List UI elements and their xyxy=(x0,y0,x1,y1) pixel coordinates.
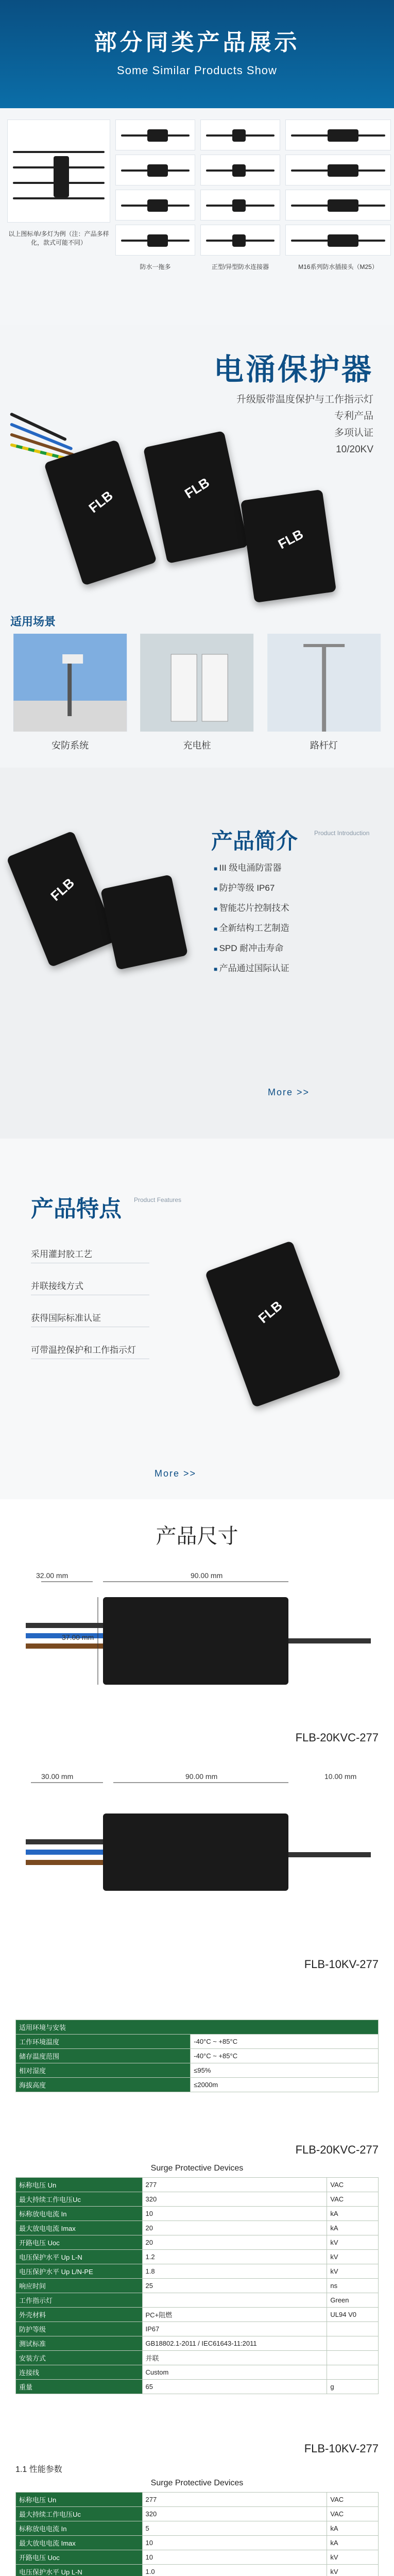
spec-table-2 xyxy=(15,2492,379,2576)
dimension-drawing-bottom xyxy=(21,1772,376,1942)
spec-key: 开路电压 Uoc xyxy=(16,2550,143,2565)
spec-key: 安装方式 xyxy=(16,2351,143,2365)
apps-title: 适用场景 xyxy=(10,615,56,628)
spec-row xyxy=(16,2250,379,2264)
spec-row xyxy=(16,2279,379,2293)
intro-list xyxy=(214,860,289,981)
spec-table-1-title: Surge Protective Devices xyxy=(150,2164,244,2173)
spec-value: 25 xyxy=(142,2279,327,2293)
app-card-charging xyxy=(137,634,256,752)
charging-scene-image xyxy=(137,634,256,732)
spec-value: Custom xyxy=(142,2365,327,2380)
product-image xyxy=(6,831,117,968)
spec-key: 开路电压 Uoc xyxy=(16,2235,143,2250)
spec-value: 320 xyxy=(142,2507,327,2521)
feature-item: 采用灌封胶工艺 xyxy=(31,1247,149,1263)
feature-item: 可带温控保护和工作指示灯 xyxy=(31,1343,149,1359)
intro-item: ■ 产品通过国际认证 xyxy=(214,961,289,974)
similar-product-image xyxy=(115,120,195,150)
dimension-label: 32.00 mm xyxy=(36,1571,68,1580)
spec-key: 工作指示灯 xyxy=(16,2293,143,2308)
spec-unit xyxy=(327,2365,379,2380)
similar-product-image xyxy=(115,155,195,185)
spec-key: 电压保护水平 Up L/N-PE xyxy=(16,2264,143,2279)
spec-table-2-title: Surge Protective Devices xyxy=(150,2479,244,2487)
env-key: 海拔高度 xyxy=(16,2078,191,2092)
env-key: 储存温度范围 xyxy=(16,2049,191,2063)
spec-key: 外壳材料 xyxy=(16,2308,143,2322)
hero-subtitle xyxy=(236,392,373,458)
dimensions-section xyxy=(0,1499,394,2014)
env-value: -40°C ~ +85°C xyxy=(191,2049,379,2063)
security-scene-image xyxy=(10,634,130,732)
similar-product-image xyxy=(200,190,280,221)
model-bottom: FLB-10KV-277 xyxy=(304,1958,379,1971)
dimension-label: 90.00 mm xyxy=(185,1772,218,1781)
spec-value: IP67 xyxy=(142,2322,327,2336)
spec-value: 65 xyxy=(142,2380,327,2394)
app-caption: 充电桩 xyxy=(183,740,211,751)
intro-item: ■ 智能芯片控制技术 xyxy=(214,901,289,913)
brand-label: FLB xyxy=(47,874,78,904)
similar-products-grid xyxy=(0,108,394,325)
spec-value: 10 xyxy=(142,2207,327,2221)
similar-product-image xyxy=(285,120,391,150)
env-key: 相对湿度 xyxy=(16,2063,191,2078)
spec-value: 5 xyxy=(142,2521,327,2536)
spec-table-2-block xyxy=(15,2463,379,2576)
spec-value xyxy=(142,2293,327,2308)
env-value: ≤2000m xyxy=(191,2078,379,2092)
spec-unit: kV xyxy=(327,2250,379,2264)
spec-unit xyxy=(327,2322,379,2336)
env-value: -40°C ~ +85°C xyxy=(191,2035,379,2049)
spec-row xyxy=(16,2178,379,2192)
spec-key: 电压保护水平 Up L-N xyxy=(16,2565,143,2576)
hero-subtitle-line: 10/20KV xyxy=(336,444,373,455)
feature-item: 获得国际标准认证 xyxy=(31,1311,149,1327)
intro-more-link[interactable]: More >> xyxy=(268,1087,310,1097)
product-image xyxy=(205,1241,341,1408)
spec-unit: kA xyxy=(327,2536,379,2550)
spec-value: 并联 xyxy=(142,2351,327,2365)
header-title-cn: 部分同类产品展示 xyxy=(94,30,300,55)
spec-value: 20 xyxy=(142,2221,327,2235)
spec-row xyxy=(16,2264,379,2279)
spec-row xyxy=(16,2493,379,2507)
spec-unit: ns xyxy=(327,2279,379,2293)
intro-title-en: Product Introduction xyxy=(314,829,370,837)
spec-value: 10 xyxy=(142,2536,327,2550)
hero-subtitle-line: 多项认证 xyxy=(334,427,373,438)
spec-value: 1.2 xyxy=(142,2250,327,2264)
spec-unit: VAC xyxy=(327,2507,379,2521)
similar-col-3 xyxy=(200,120,280,272)
apps-row xyxy=(10,634,384,752)
spec-value: 277 xyxy=(142,2178,327,2192)
spec-unit: kV xyxy=(327,2264,379,2279)
spec-unit: kV xyxy=(327,2550,379,2565)
similar-product-image xyxy=(200,120,280,150)
spec-value: PC+阻燃 xyxy=(142,2308,327,2322)
spec-key: 最大放电电流 Imax xyxy=(16,2536,143,2550)
spec-key: 响应时间 xyxy=(16,2279,143,2293)
app-caption: 安防系统 xyxy=(52,740,89,751)
spec-row xyxy=(16,2221,379,2235)
spec-unit: kA xyxy=(327,2521,379,2536)
spec-row xyxy=(16,2308,379,2322)
similar-caption-2: 防水一拖多 xyxy=(140,263,171,270)
surge-protector-hero xyxy=(0,325,394,768)
spec-key: 防护等级 xyxy=(16,2322,143,2336)
spec-unit: VAC xyxy=(327,2192,379,2207)
spec-unit: VAC xyxy=(327,2493,379,2507)
dimension-drawing-top xyxy=(21,1561,376,1726)
spec-unit: kA xyxy=(327,2221,379,2235)
similar-caption-3: 正型/异型防水连接器 xyxy=(211,263,269,270)
product-image xyxy=(143,431,248,564)
product-features-section xyxy=(0,1139,394,1499)
brand-label: FLB xyxy=(85,487,116,516)
spec-table-1 xyxy=(15,2177,379,2394)
spec-row xyxy=(16,2536,379,2550)
product-intro-section xyxy=(0,768,394,1139)
header-title-en: Some Similar Products Show xyxy=(117,64,277,77)
spec-key: 连接线 xyxy=(16,2365,143,2380)
hero-subtitle-line: 升级版带温度保护与工作指示灯 xyxy=(236,394,373,405)
spec-row xyxy=(16,2235,379,2250)
dimension-label: 90.00 mm xyxy=(191,1571,223,1580)
spec-key: 电压保护水平 Up L-N xyxy=(16,2250,143,2264)
spec-row xyxy=(16,2351,379,2365)
spec-section xyxy=(0,2014,394,2576)
env-key: 工作环境温度 xyxy=(16,2035,191,2049)
hero-subtitle-line: 专利产品 xyxy=(334,411,373,422)
spec-row xyxy=(16,2293,379,2308)
spec-model-2: FLB-10KV-277 xyxy=(304,2442,379,2455)
features-title-en: Product Features xyxy=(134,1196,182,1204)
env-table xyxy=(15,2020,379,2092)
app-caption: 路杆灯 xyxy=(310,740,338,751)
product-image xyxy=(241,489,336,603)
similar-product-image xyxy=(7,120,110,223)
spec-value: 20 xyxy=(142,2235,327,2250)
spec-value: 320 xyxy=(142,2192,327,2207)
brand-label: FLB xyxy=(255,1297,286,1326)
dimension-label: 37.00 mm xyxy=(62,1633,94,1641)
spec-unit: UL94 V0 xyxy=(327,2308,379,2322)
spec-row xyxy=(16,2192,379,2207)
similar-caption-1: 以上图标单/多灯为例（注：产品多样化，款式可能不同） xyxy=(8,230,109,246)
intro-item: ■ SPD 耐冲击寿命 xyxy=(214,941,289,954)
streetlight-scene-image xyxy=(264,634,384,732)
spec-row xyxy=(16,2380,379,2394)
brand-label: FLB xyxy=(275,526,306,552)
spec-row xyxy=(16,2550,379,2565)
similar-col-4 xyxy=(285,120,391,272)
similar-caption-4: M16系列防水插接头（M25） xyxy=(298,263,378,270)
spec-key: 最大持续工作电压Uc xyxy=(16,2507,143,2521)
spec-table-2-heading: 1.1 性能参数 xyxy=(15,2465,62,2474)
spec-table-1-block xyxy=(15,2164,379,2394)
env-value: ≤95% xyxy=(191,2063,379,2078)
features-more-link[interactable]: More >> xyxy=(155,1468,197,1479)
spec-value: GB18802.1-2011 / IEC61643-11:2011 xyxy=(142,2336,327,2351)
spec-model-1: FLB-20KVC-277 xyxy=(295,2143,379,2156)
spec-key: 最大持续工作电压Uc xyxy=(16,2192,143,2207)
app-card-streetlight xyxy=(264,634,384,752)
spec-unit: kV xyxy=(327,2565,379,2576)
spec-row xyxy=(16,2521,379,2536)
env-table-title: 适用环境与安装 xyxy=(16,2020,379,2035)
similar-product-image xyxy=(200,225,280,256)
spec-unit xyxy=(327,2351,379,2365)
spec-unit: g xyxy=(327,2380,379,2394)
spec-value: 1.0 xyxy=(142,2565,327,2576)
intro-item: ■ 防护等级 IP67 xyxy=(214,880,289,893)
similar-product-image xyxy=(115,190,195,221)
feature-item: 并联接线方式 xyxy=(31,1279,149,1295)
dimension-label: 30.00 mm xyxy=(41,1772,74,1781)
spec-key: 标称放电电流 In xyxy=(16,2521,143,2536)
similar-product-image xyxy=(200,155,280,185)
spec-unit: Green xyxy=(327,2293,379,2308)
similar-product-image xyxy=(285,155,391,185)
spec-row xyxy=(16,2507,379,2521)
brand-label: FLB xyxy=(181,474,212,502)
spec-unit: kA xyxy=(327,2207,379,2221)
features-list xyxy=(31,1247,149,1375)
product-image xyxy=(44,439,157,586)
similar-products-header xyxy=(0,0,394,108)
spec-row xyxy=(16,2336,379,2351)
spec-unit: kV xyxy=(327,2235,379,2250)
model-top: FLB-20KVC-277 xyxy=(295,1731,379,1744)
spec-key: 标称放电电流 In xyxy=(16,2207,143,2221)
env-table-block xyxy=(15,2020,379,2092)
product-image xyxy=(100,874,188,970)
hero-title: 电涌保护器 xyxy=(213,353,373,386)
spec-value: 1.8 xyxy=(142,2264,327,2279)
features-title: 产品特点 xyxy=(31,1196,122,1222)
spec-unit xyxy=(327,2336,379,2351)
spec-row xyxy=(16,2365,379,2380)
similar-col-1 xyxy=(7,120,110,272)
dimensions-title: 产品尺寸 xyxy=(156,1524,238,1548)
spec-unit: VAC xyxy=(327,2178,379,2192)
similar-product-image xyxy=(115,225,195,256)
spec-key: 测试标准 xyxy=(16,2336,143,2351)
spec-row xyxy=(16,2322,379,2336)
spec-row xyxy=(16,2207,379,2221)
spec-value: 277 xyxy=(142,2493,327,2507)
spec-key: 重量 xyxy=(16,2380,143,2394)
dimension-label: 10.00 mm xyxy=(324,1772,357,1781)
intro-item: ■ III 级电涌防雷器 xyxy=(214,860,289,873)
spec-key: 标称电压 Un xyxy=(16,2178,143,2192)
similar-product-image xyxy=(285,190,391,221)
intro-title: 产品简介 xyxy=(211,829,298,853)
similar-col-2 xyxy=(115,120,195,272)
spec-value: 10 xyxy=(142,2550,327,2565)
intro-item: ■ 全新结构工艺制造 xyxy=(214,921,289,934)
app-card-security xyxy=(10,634,130,752)
similar-product-image xyxy=(285,225,391,256)
spec-key: 最大放电电流 Imax xyxy=(16,2221,143,2235)
spec-row xyxy=(16,2565,379,2576)
spec-key: 标称电压 Un xyxy=(16,2493,143,2507)
